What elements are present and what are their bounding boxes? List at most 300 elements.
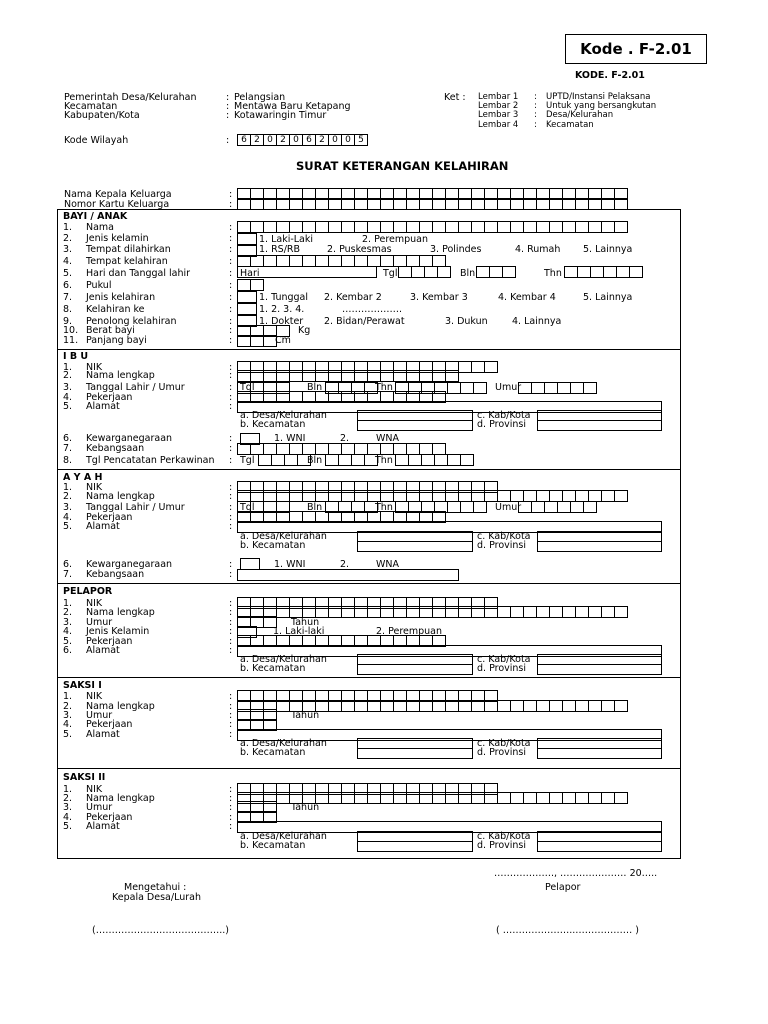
ibu-kawin-tgl-input-cell[interactable] xyxy=(284,454,298,466)
saksi2-nama-input-cell[interactable] xyxy=(380,792,394,804)
pelapor-nama-input-cell[interactable] xyxy=(419,606,433,618)
bayi-tgl-input-cell[interactable] xyxy=(411,266,425,278)
bayi-nama-input-cell[interactable] xyxy=(393,221,407,233)
bayi-nama-input-cell[interactable] xyxy=(237,221,251,233)
pelapor-addr-desa: a. Desa/Kelurahan xyxy=(240,654,327,665)
ibu-label: Pekerjaan xyxy=(86,392,133,403)
ibu-label: Tanggal Lahir / Umur xyxy=(86,382,185,393)
pelapor-nama-input-cell[interactable] xyxy=(575,606,589,618)
saksi1-nama-input-cell[interactable] xyxy=(549,700,563,712)
pelapor-nama-input-cell[interactable] xyxy=(393,606,407,618)
bayi-nama-input-cell[interactable] xyxy=(419,221,433,233)
bayi-nama-input-cell[interactable] xyxy=(497,221,511,233)
saksi1-nama-input-cell[interactable] xyxy=(614,700,628,712)
saksi1-nama-input-cell[interactable] xyxy=(497,700,511,712)
saksi2-nama-input-cell[interactable] xyxy=(367,792,381,804)
saksi2-nama-input-cell[interactable] xyxy=(328,792,342,804)
bayi-thn-input-cell[interactable] xyxy=(590,266,604,278)
footer-kepala: Kepala Desa/Lurah xyxy=(112,892,201,903)
bayi-label: Kelahiran ke xyxy=(86,304,145,315)
kode-wilayah-digit: 2 xyxy=(276,134,290,146)
bayi-label: Tempat dilahirkan xyxy=(86,244,171,255)
nomor-kk-input-cell[interactable] xyxy=(601,198,615,210)
saksi2-nama-input-cell[interactable] xyxy=(562,792,576,804)
nomor-kk-input-cell[interactable] xyxy=(471,198,485,210)
pelapor-tahun-label: Tahun xyxy=(291,617,320,628)
ibu-kebangsaan-input-cell[interactable] xyxy=(380,443,394,455)
nomor-kk-input-cell[interactable] xyxy=(458,198,472,210)
pelapor-nama-input-cell[interactable] xyxy=(367,606,381,618)
nomor-kk-input[interactable] xyxy=(237,198,627,210)
bayi-bln-input[interactable] xyxy=(476,266,515,278)
saksi1-nama-input-cell[interactable] xyxy=(575,700,589,712)
colon: : xyxy=(229,691,233,702)
kode-wilayah-digit: 0 xyxy=(341,134,355,146)
nomor-kk-input-cell[interactable] xyxy=(432,198,446,210)
ibu-provinsi-input[interactable] xyxy=(537,420,662,431)
pelapor-nama-input-cell[interactable] xyxy=(549,606,563,618)
bayi-nama-input-cell[interactable] xyxy=(549,221,563,233)
colon: : xyxy=(229,636,233,647)
ayah-thn-lahir-input-cell[interactable] xyxy=(460,501,474,513)
pelapor-nama-input-cell[interactable] xyxy=(354,606,368,618)
saksi1-nama-input-cell[interactable] xyxy=(601,700,615,712)
bayi-nama-input-cell[interactable] xyxy=(432,221,446,233)
saksi1-nama-input-cell[interactable] xyxy=(432,700,446,712)
nomor-kk-input-cell[interactable] xyxy=(250,198,264,210)
saksi2-nama-input-cell[interactable] xyxy=(393,792,407,804)
saksi1-nama-input-cell[interactable] xyxy=(536,700,550,712)
ibu-wna: WNA xyxy=(376,433,399,444)
kode-wilayah-digit: 0 xyxy=(263,134,277,146)
bayi-nama-input-cell[interactable] xyxy=(484,221,498,233)
ibu-nama-input-cell[interactable] xyxy=(380,370,394,382)
saksi1-nama-input-cell[interactable] xyxy=(354,700,368,712)
bayi-nama-input-cell[interactable] xyxy=(445,221,459,233)
saksi1-nama-input-cell[interactable] xyxy=(380,700,394,712)
pelapor-nama-input-cell[interactable] xyxy=(497,606,511,618)
bayi-num: 10. xyxy=(63,325,79,336)
bayi-nama-input-cell[interactable] xyxy=(523,221,537,233)
bayi-label: Jenis kelamin xyxy=(86,233,149,244)
ayah-umur-input-cell[interactable] xyxy=(544,501,558,513)
ibu-nama-input-cell[interactable] xyxy=(393,370,407,382)
nomor-kk-input-cell[interactable] xyxy=(276,198,290,210)
ibu-kawin-thn-input-cell[interactable] xyxy=(395,454,409,466)
bayi-nama-input-cell[interactable] xyxy=(263,221,277,233)
ayah-nama-input-cell[interactable] xyxy=(614,490,628,502)
bayi-nama-input-cell[interactable] xyxy=(588,221,602,233)
ibu-nama-input-cell[interactable] xyxy=(276,370,290,382)
ibu-nama-input-cell[interactable] xyxy=(263,370,277,382)
bayi-nama-input-cell[interactable] xyxy=(250,221,264,233)
bayi-tgl-input-cell[interactable] xyxy=(437,266,451,278)
ibu-umur-input-cell[interactable] xyxy=(583,382,597,394)
saksi1-label: NIK xyxy=(86,691,103,702)
ayah-nama-input-cell[interactable] xyxy=(289,490,303,502)
bayi-nama-input-cell[interactable] xyxy=(471,221,485,233)
ibu-kawin-tgl-input-cell[interactable] xyxy=(271,454,285,466)
divider-pelapor xyxy=(57,583,681,584)
colon: : xyxy=(229,502,233,513)
bayi-nama-input-cell[interactable] xyxy=(328,221,342,233)
label-kabupaten: Kabupaten/Kota xyxy=(64,110,140,121)
saksi1-nama-input-cell[interactable] xyxy=(276,700,290,712)
bayi-thn-input-cell[interactable] xyxy=(629,266,643,278)
saksi1-num: 4. xyxy=(63,719,73,730)
ibu-umur-input[interactable] xyxy=(518,382,596,394)
nomor-kk-input-cell[interactable] xyxy=(523,198,537,210)
pelapor-nama-input-cell[interactable] xyxy=(484,606,498,618)
ibu-nama-input-cell[interactable] xyxy=(237,370,251,382)
bayi-pukul-input[interactable] xyxy=(237,279,263,291)
bayi-tgl-input[interactable] xyxy=(398,266,450,278)
ayah-kecamatan-input[interactable] xyxy=(357,541,473,552)
pelapor-kecamatan-input[interactable] xyxy=(357,664,473,675)
bayi-jenis-box[interactable] xyxy=(237,291,257,303)
saksi1-nama-input-cell[interactable] xyxy=(445,700,459,712)
nomor-kk-input-cell[interactable] xyxy=(237,198,251,210)
nomor-kk-input-cell[interactable] xyxy=(614,198,628,210)
ibu-umur-input-cell[interactable] xyxy=(557,382,571,394)
ibu-label: Alamat xyxy=(86,401,120,412)
saksi2-nama-input-cell[interactable] xyxy=(341,792,355,804)
saksi2-nama-input-cell[interactable] xyxy=(614,792,628,804)
ibu-kawin-thn-input-cell[interactable] xyxy=(447,454,461,466)
ibu-nama-input-cell[interactable] xyxy=(354,370,368,382)
nomor-kk-input-cell[interactable] xyxy=(497,198,511,210)
nomor-kk-input-cell[interactable] xyxy=(354,198,368,210)
bayi-nama-input-cell[interactable] xyxy=(380,221,394,233)
saksi1-addr-kec: b. Kecamatan xyxy=(240,747,306,758)
colon: : xyxy=(229,362,233,373)
ayah-nama-input-cell[interactable] xyxy=(302,490,316,502)
pelapor-label: Nama lengkap xyxy=(86,607,155,618)
ayah-umur-input[interactable] xyxy=(518,501,596,513)
saksi2-nama-input-cell[interactable] xyxy=(419,792,433,804)
ibu-tgl-label: Tgl xyxy=(240,382,255,393)
ibu-umur-input-cell[interactable] xyxy=(544,382,558,394)
bayi-nama-input-cell[interactable] xyxy=(562,221,576,233)
saksi1-kecamatan-input[interactable] xyxy=(357,748,473,759)
saksi1-nama-input-cell[interactable] xyxy=(562,700,576,712)
bayi-kg-label: Kg xyxy=(298,325,311,336)
form-code-box xyxy=(565,34,707,64)
bayi-label: Hari dan Tanggal lahir xyxy=(86,268,191,279)
bayi-tgl-input-cell[interactable] xyxy=(424,266,438,278)
colon: : xyxy=(229,812,233,823)
colon: : xyxy=(229,784,233,795)
ibu-nama-input[interactable] xyxy=(237,370,458,382)
ayah-thn-lahir-input-cell[interactable] xyxy=(447,501,461,513)
ibu-umur-input-cell[interactable] xyxy=(531,382,545,394)
pelapor-jk-2: 2. Perempuan xyxy=(376,626,443,637)
pelapor-label: Umur xyxy=(86,617,113,628)
bayi-thn-input-cell[interactable] xyxy=(603,266,617,278)
ibu-nama-input-cell[interactable] xyxy=(341,370,355,382)
saksi1-nama-input-cell[interactable] xyxy=(328,700,342,712)
pelapor-nama-input-cell[interactable] xyxy=(458,606,472,618)
nomor-kk-input-cell[interactable] xyxy=(263,198,277,210)
saksi2-tahun-label: Tahun xyxy=(291,802,320,813)
ayah-thn-lahir-input-cell[interactable] xyxy=(473,501,487,513)
nomor-kk-input-cell[interactable] xyxy=(406,198,420,210)
ibu-nama-input-cell[interactable] xyxy=(302,370,316,382)
colon: : xyxy=(229,382,233,393)
pelapor-nama-input-cell[interactable] xyxy=(471,606,485,618)
saksi1-nama-input-cell[interactable] xyxy=(471,700,485,712)
saksi2-nama-input-cell[interactable] xyxy=(523,792,537,804)
ayah-nama-input-cell[interactable] xyxy=(380,490,394,502)
ibu-kawin-bln-input-cell[interactable] xyxy=(338,454,352,466)
pelapor-addr-prov: d. Provinsi xyxy=(477,663,527,674)
pelapor-nama-input-cell[interactable] xyxy=(601,606,615,618)
saksi2-nama-input-cell[interactable] xyxy=(510,792,524,804)
bayi-jk-box[interactable] xyxy=(237,233,257,245)
bayi-nama-input-cell[interactable] xyxy=(406,221,420,233)
bayi-ke-options: 1. 2. 3. 4. xyxy=(259,304,305,315)
nomor-kk-input-cell[interactable] xyxy=(419,198,433,210)
ayah-umur-label: Umur xyxy=(495,502,522,513)
ibu-kawin-bln-input[interactable] xyxy=(325,454,377,466)
saksi2-num: 5. xyxy=(63,821,73,832)
nomor-kk-input-cell[interactable] xyxy=(588,198,602,210)
bayi-nama-input-cell[interactable] xyxy=(276,221,290,233)
ibu-nama-input-cell[interactable] xyxy=(250,370,264,382)
bayi-panjang-input-cell[interactable] xyxy=(250,335,264,347)
colon: : xyxy=(229,559,233,570)
pelapor-num: 1. xyxy=(63,598,73,609)
pelapor-nama-input-cell[interactable] xyxy=(406,606,420,618)
lembar-1: Lembar 1 xyxy=(478,92,519,102)
ibu-thn-lahir-input-cell[interactable] xyxy=(447,382,461,394)
ibu-kawin-thn-input[interactable] xyxy=(395,454,473,466)
ibu-kebangsaan-input-cell[interactable] xyxy=(237,443,251,455)
ibu-addr-prov: d. Provinsi xyxy=(477,419,527,430)
bayi-num: 7. xyxy=(63,292,73,303)
saksi2-nama-input-cell[interactable] xyxy=(445,792,459,804)
ayah-addr-kec: b. Kecamatan xyxy=(240,540,306,551)
ibu-addr-desa: a. Desa/Kelurahan xyxy=(240,410,327,421)
saksi2-label: Umur xyxy=(86,802,113,813)
bayi-nama-input-cell[interactable] xyxy=(536,221,550,233)
pelapor-nama-input-cell[interactable] xyxy=(510,606,524,618)
bayi-nama-input-cell[interactable] xyxy=(614,221,628,233)
saksi1-nama-input-cell[interactable] xyxy=(523,700,537,712)
saksi1-nama-input-cell[interactable] xyxy=(419,700,433,712)
signature-kepala: (…………………………………..) xyxy=(92,925,229,936)
ibu-nama-input-cell[interactable] xyxy=(432,370,446,382)
saksi2-nama-input-cell[interactable] xyxy=(406,792,420,804)
colon: : xyxy=(229,482,233,493)
saksi1-nama-input-cell[interactable] xyxy=(458,700,472,712)
nomor-kk-input-cell[interactable] xyxy=(536,198,550,210)
lembar-4: Lembar 4 xyxy=(478,120,519,130)
pelapor-label: Pekerjaan xyxy=(86,636,133,647)
nomor-kk-input-cell[interactable] xyxy=(341,198,355,210)
nomor-kk-input-cell[interactable] xyxy=(315,198,329,210)
ibu-kawin-bln-input-cell[interactable] xyxy=(351,454,365,466)
nomor-kk-input-cell[interactable] xyxy=(510,198,524,210)
ibu-nama-input-cell[interactable] xyxy=(419,370,433,382)
bayi-tgl-input-cell[interactable] xyxy=(398,266,412,278)
nomor-kk-input-cell[interactable] xyxy=(484,198,498,210)
nomor-kk-input-cell[interactable] xyxy=(562,198,576,210)
bayi-nama-input[interactable] xyxy=(237,221,627,233)
saksi2-kecamatan-input[interactable] xyxy=(357,841,473,852)
saksi2-nama-input-cell[interactable] xyxy=(601,792,615,804)
bayi-panjang-input[interactable] xyxy=(237,335,276,347)
saksi2-nama-input-cell[interactable] xyxy=(471,792,485,804)
nomor-kk-input-cell[interactable] xyxy=(289,198,303,210)
pelapor-nama-input-cell[interactable] xyxy=(445,606,459,618)
ayah-provinsi-input[interactable] xyxy=(537,541,662,552)
bayi-ke-box[interactable] xyxy=(237,303,257,315)
section-saksi1-heading: SAKSI I xyxy=(63,680,102,691)
ibu-nama-input-cell[interactable] xyxy=(367,370,381,382)
ayah-nama-input-cell[interactable] xyxy=(497,490,511,502)
saksi1-nama-input-cell[interactable] xyxy=(393,700,407,712)
bayi-thn-input-cell[interactable] xyxy=(564,266,578,278)
saksi1-addr-desa: a. Desa/Kelurahan xyxy=(240,738,327,749)
nomor-kk-input-cell[interactable] xyxy=(393,198,407,210)
nomor-kk-input-cell[interactable] xyxy=(302,198,316,210)
pelapor-nama-input-cell[interactable] xyxy=(536,606,550,618)
nomor-kk-input-cell[interactable] xyxy=(575,198,589,210)
pelapor-nama-input-cell[interactable] xyxy=(614,606,628,618)
ayah-umur-input-cell[interactable] xyxy=(570,501,584,513)
ibu-kawin-thn-input-cell[interactable] xyxy=(421,454,435,466)
saksi2-num: 1. xyxy=(63,784,73,795)
saksi1-nama-input-cell[interactable] xyxy=(406,700,420,712)
ibu-kecamatan-input[interactable] xyxy=(357,420,473,431)
ibu-kawin-bln-input-cell[interactable] xyxy=(325,454,339,466)
saksi2-nama-input-cell[interactable] xyxy=(497,792,511,804)
saksi2-nama-input-cell[interactable] xyxy=(588,792,602,804)
saksi1-nama-input-cell[interactable] xyxy=(484,700,498,712)
pelapor-provinsi-input[interactable] xyxy=(537,664,662,675)
ibu-nama-input-cell[interactable] xyxy=(406,370,420,382)
bayi-num: 8. xyxy=(63,304,73,315)
nomor-kk-input-cell[interactable] xyxy=(328,198,342,210)
nomor-kk-input-cell[interactable] xyxy=(367,198,381,210)
saksi1-addr-prov: d. Provinsi xyxy=(477,747,527,758)
ayah-addr-prov: d. Provinsi xyxy=(477,540,527,551)
bayi-nama-input-cell[interactable] xyxy=(367,221,381,233)
saksi2-nama-input-cell[interactable] xyxy=(276,792,290,804)
saksi2-nama-input-cell[interactable] xyxy=(458,792,472,804)
pelapor-nama-input-cell[interactable] xyxy=(341,606,355,618)
saksi2-nama-input-cell[interactable] xyxy=(575,792,589,804)
bayi-nama-input-cell[interactable] xyxy=(354,221,368,233)
ibu-kawin-tgl-input[interactable] xyxy=(258,454,310,466)
pelapor-nama-input-cell[interactable] xyxy=(380,606,394,618)
bayi-nama-input-cell[interactable] xyxy=(341,221,355,233)
colon: : xyxy=(229,304,233,315)
ibu-nik-input-cell[interactable] xyxy=(458,361,472,373)
bayi-pukul-input-cell[interactable] xyxy=(250,279,264,291)
nomor-kk-input-cell[interactable] xyxy=(380,198,394,210)
ayah-kebangsaan-input[interactable] xyxy=(237,569,459,581)
ibu-nama-input-cell[interactable] xyxy=(315,370,329,382)
nomor-kk-input-cell[interactable] xyxy=(445,198,459,210)
pelapor-nama-input-cell[interactable] xyxy=(432,606,446,618)
value-kabupaten: Kotawaringin Timur xyxy=(234,110,327,121)
saksi2-nama-input-cell[interactable] xyxy=(536,792,550,804)
saksi2-nama-input-cell[interactable] xyxy=(354,792,368,804)
bayi-bln-input-cell[interactable] xyxy=(476,266,490,278)
bayi-thn-input[interactable] xyxy=(564,266,642,278)
ayah-label: NIK xyxy=(86,482,103,493)
bayi-bln-input-cell[interactable] xyxy=(489,266,503,278)
bayi-tempat-kelahiran-input-cell[interactable] xyxy=(380,255,394,267)
bayi-panjang-input-cell[interactable] xyxy=(237,335,251,347)
bayi-label: Penolong kelahiran xyxy=(86,316,177,327)
ibu-kawin-tgl-input-cell[interactable] xyxy=(258,454,272,466)
ibu-nik-input-cell[interactable] xyxy=(484,361,498,373)
bayi-nama-input-cell[interactable] xyxy=(315,221,329,233)
ibu-nama-input-cell[interactable] xyxy=(289,370,303,382)
nomor-kk-input-cell[interactable] xyxy=(549,198,563,210)
saksi1-nama-input-cell[interactable] xyxy=(367,700,381,712)
pelapor-nama-input-cell[interactable] xyxy=(523,606,537,618)
bayi-pukul-input-cell[interactable] xyxy=(237,279,251,291)
pelapor-nama-input-cell[interactable] xyxy=(328,606,342,618)
saksi1-nama-input-cell[interactable] xyxy=(341,700,355,712)
ayah-umur-input-cell[interactable] xyxy=(583,501,597,513)
bayi-thn-input-cell[interactable] xyxy=(577,266,591,278)
ayah-label: Kewarganegaraan xyxy=(86,559,173,570)
pelapor-nama-input-cell[interactable] xyxy=(588,606,602,618)
bayi-thn-input-cell[interactable] xyxy=(616,266,630,278)
ibu-thn-lahir-input-cell[interactable] xyxy=(460,382,474,394)
bayi-num: 9. xyxy=(63,316,73,327)
ibu-umur-input-cell[interactable] xyxy=(570,382,584,394)
saksi1-provinsi-input[interactable] xyxy=(537,748,662,759)
ayah-umur-input-cell[interactable] xyxy=(531,501,545,513)
pelapor-nama-input-cell[interactable] xyxy=(562,606,576,618)
saksi1-label: Pekerjaan xyxy=(86,719,133,730)
ibu-kawin-thn-input-cell[interactable] xyxy=(434,454,448,466)
saksi1-nama-input-cell[interactable] xyxy=(510,700,524,712)
bayi-nama-input-cell[interactable] xyxy=(575,221,589,233)
ibu-nama-input-cell[interactable] xyxy=(445,370,459,382)
ibu-nik-input-cell[interactable] xyxy=(471,361,485,373)
saksi2-provinsi-input[interactable] xyxy=(537,841,662,852)
saksi2-nama-input-cell[interactable] xyxy=(484,792,498,804)
pelapor-nama-input-cell[interactable] xyxy=(276,606,290,618)
ibu-kawin-thn-input-cell[interactable] xyxy=(460,454,474,466)
ket-label: Ket : xyxy=(444,92,466,103)
ibu-nama-input-cell[interactable] xyxy=(328,370,342,382)
bayi-nama-input-cell[interactable] xyxy=(302,221,316,233)
saksi2-nama-input-cell[interactable] xyxy=(549,792,563,804)
colon: : xyxy=(229,392,233,403)
pelapor-num: 2. xyxy=(63,607,73,618)
bayi-nama-input-cell[interactable] xyxy=(601,221,615,233)
bayi-bln-input-cell[interactable] xyxy=(502,266,516,278)
bayi-nama-input-cell[interactable] xyxy=(510,221,524,233)
ibu-thn-lahir-input-cell[interactable] xyxy=(473,382,487,394)
saksi2-nama-input-cell[interactable] xyxy=(432,792,446,804)
lembar-2-dest: Untuk yang bersangkutan xyxy=(546,101,657,111)
ibu-kawin-thn-input-cell[interactable] xyxy=(408,454,422,466)
ayah-umur-input-cell[interactable] xyxy=(557,501,571,513)
saksi1-nama-input-cell[interactable] xyxy=(588,700,602,712)
bayi-nama-input-cell[interactable] xyxy=(289,221,303,233)
bayi-nama-input-cell[interactable] xyxy=(458,221,472,233)
ayah-nama-input-cell[interactable] xyxy=(601,490,615,502)
